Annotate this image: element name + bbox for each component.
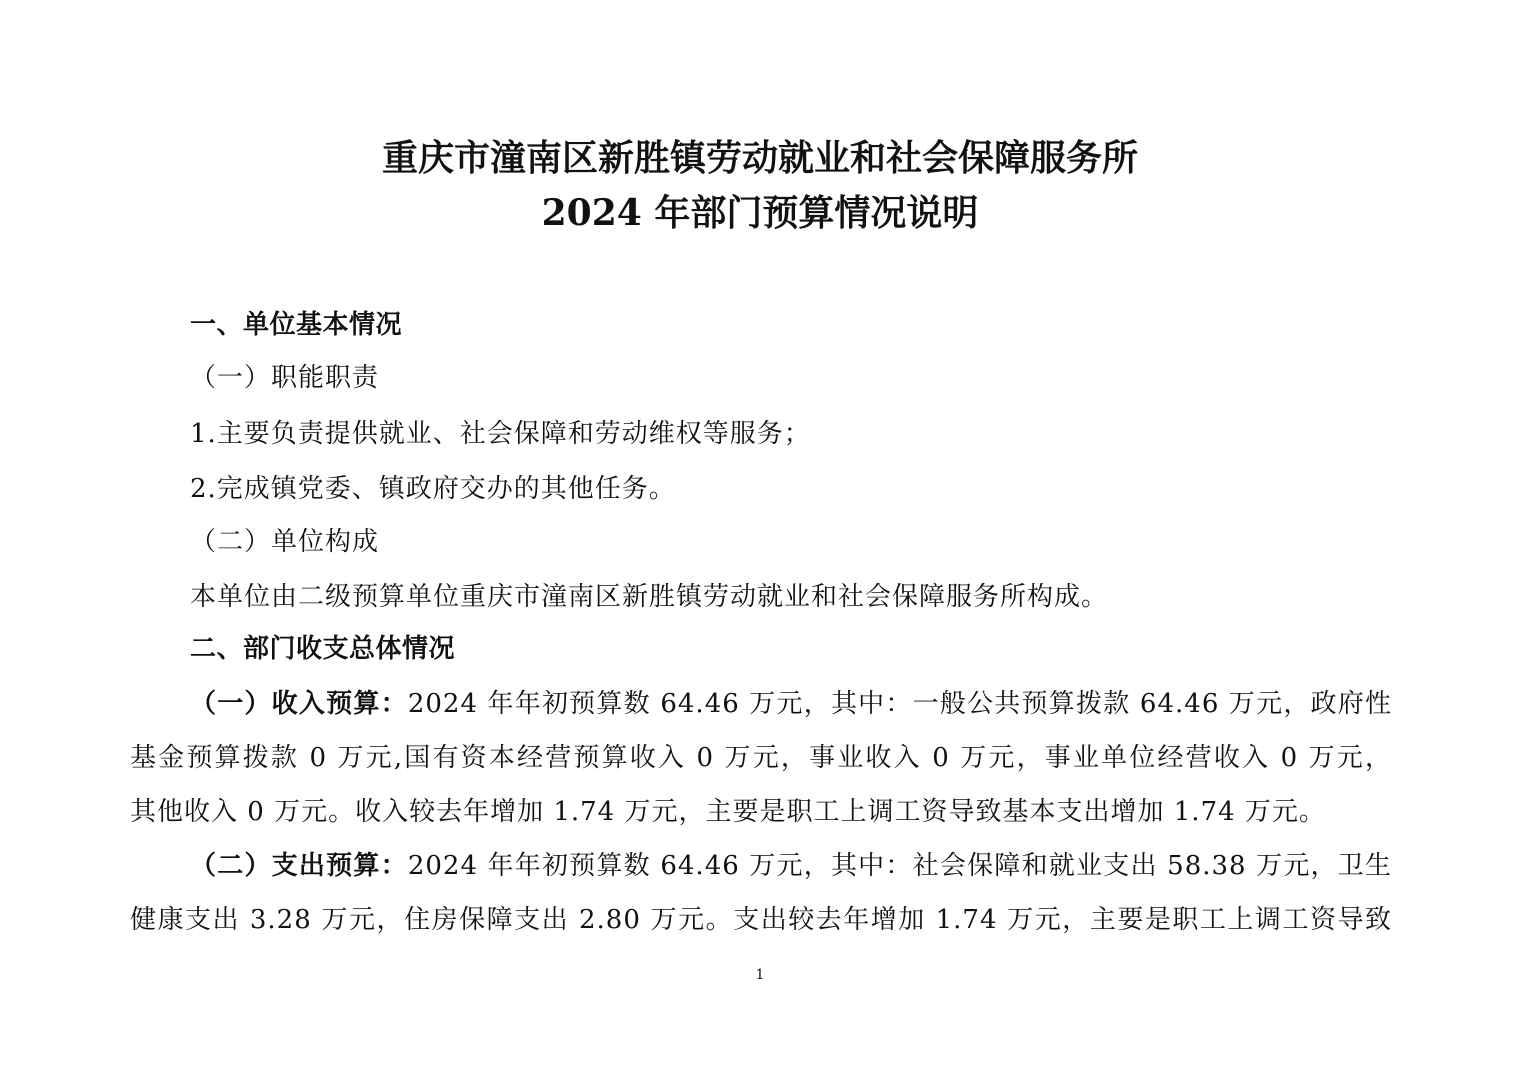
document-title-line1: 重庆市潼南区新胜镇劳动就业和社会保障服务所 [381, 137, 1138, 179]
income-paragraph-line3: 其他收入 0 万元。收入较去年增加 1.74 万元，主要是职工上调工资导致基本支出增加 1.74 万元。 [130, 797, 1326, 827]
section1-heading: 一、单位基本情况 [190, 310, 403, 340]
duty-item-2: 2.完成镇党委、镇政府交办的其他任务。 [190, 474, 676, 504]
income-label: （一）收入预算： [190, 689, 408, 719]
document-title-line2: 2024 年部门预算情况说明 [541, 192, 979, 234]
expense-text-1: 2024 年年初预算数 64.46 万元，其中：社会保障和就业支出 58.38 万元，卫生 [407, 851, 1392, 881]
expense-paragraph-line1 [190, 853, 1392, 879]
income-paragraph-line1 [190, 691, 1392, 717]
duty-item-1: 1.主要负责提供就业、社会保障和劳动维权等服务； [190, 419, 811, 449]
sub1-heading: （一）职能职责 [190, 363, 380, 393]
expense-label: （二）支出预算： [190, 851, 408, 881]
income-text-1: 2024 年年初预算数 64.46 万元，其中：一般公共预算拨款 64.46 万元，政府性 [407, 689, 1392, 719]
income-paragraph-line2: 基金预算拨款 0 万元,国有资本经营预算收入 0 万元，事业收入 0 万元，事业单位经营收入 0 万元， [130, 743, 1392, 773]
composition-text: 本单位由二级预算单位重庆市潼南区新胜镇劳动就业和社会保障服务所构成。 [190, 582, 1109, 612]
page-number: 1 [755, 967, 765, 983]
expense-paragraph-line2: 健康支出 3.28 万元，住房保障支出 2.80 万元。支出较去年增加 1.74 万元，主要是职工上调工资导致 [130, 905, 1392, 935]
sub2-heading: （二）单位构成 [190, 527, 380, 557]
section2-heading: 二、部门收支总体情况 [190, 634, 456, 664]
